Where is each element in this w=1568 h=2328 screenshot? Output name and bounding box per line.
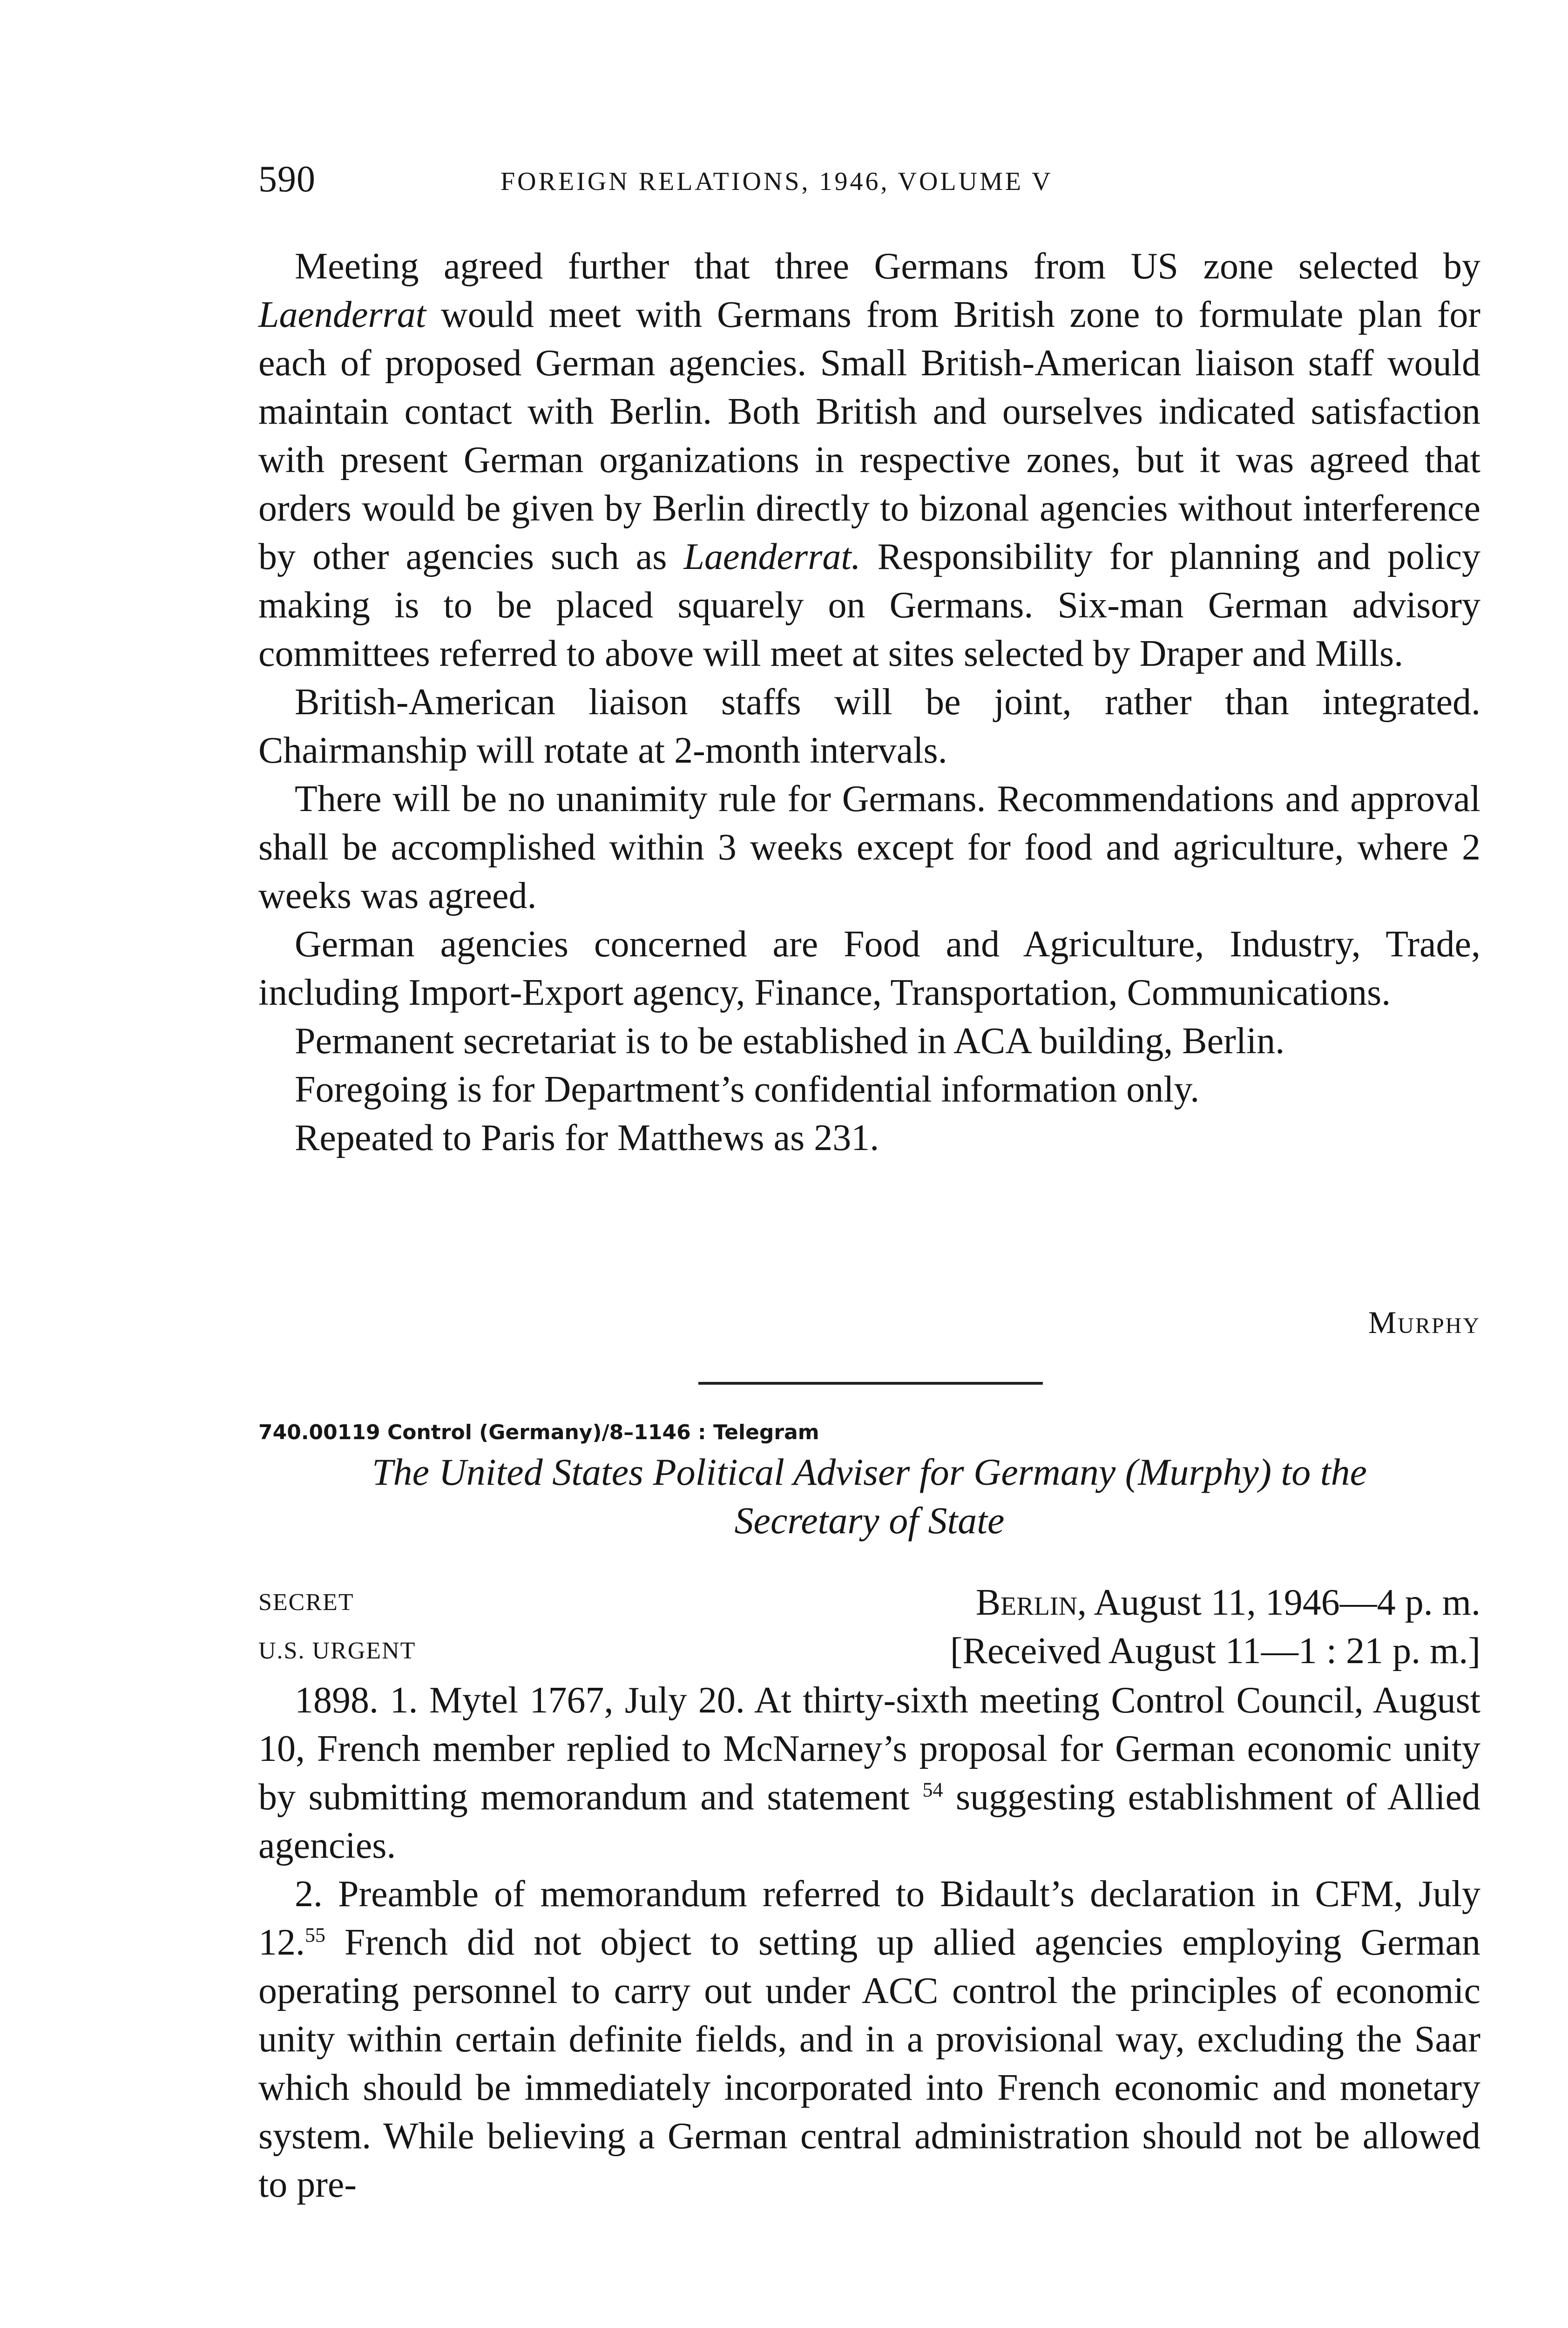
footnote-ref[interactable]: 54 [922, 1778, 943, 1801]
paragraph: British-American liaison staffs will be joint, rather than integrated. Chairmanship will rotate at 2-month intervals. [258, 682, 1480, 771]
priority: U.S. URGENT [258, 1638, 416, 1664]
file-number: 740.00119 Control (Germany)/8–1146 : Telegram [258, 1421, 819, 1444]
continued-telegram-body [258, 242, 1480, 1162]
paragraph: There will be no unanimity rule for Germans. Recommendations and approval shall be accomplished within 3 weeks except for food and agriculture, where 2 weeks was agreed. [258, 778, 1480, 916]
footnote-ref[interactable]: 55 [305, 1923, 325, 1947]
text-segment: French did not object to setting up allied agencies employing German operating personnel to carry out under ACC control the principles of economic unity within certain definite fields, and in a provisional way, excluding the Saar which should be immediately incorporated into French economic and monetary system. While believing a German central administration should not be allowed to pre- [258, 1922, 1481, 2205]
received-line: [Received August 11—1 : 21 p. m.] [950, 1631, 1480, 1672]
section-divider [698, 1382, 1043, 1385]
title-line: Secretary of State [734, 1499, 1005, 1542]
text-segment: Meeting agreed further that three Germans from US zone selected by [295, 246, 1480, 287]
telegram-body [258, 1676, 1480, 2209]
running-head: FOREIGN RELATIONS, 1946, VOLUME V [500, 167, 1053, 196]
place: Berlin, [975, 1582, 1087, 1623]
paragraph: Repeated to Paris for Matthews as 231. [295, 1117, 879, 1158]
text-segment: 2. Preamble of memorandum referred to Bidault’s declaration in CFM, July 12. [258, 1874, 1480, 1963]
document-title [258, 1448, 1480, 1545]
classification: SECRET [258, 1589, 354, 1616]
page-header [258, 158, 1283, 200]
text-segment: would meet with Germans from British zone to formulate plan for each of proposed German agencies. Small British-American liaison staff would maintain contact with Berlin. Both British and ourselves indicated satisfaction with present German organizations in respective zones, but it was agreed that orders would be given by Berlin directly to bizonal agencies without interference by other agencies such as [258, 294, 1481, 577]
paragraph [258, 1676, 1480, 1870]
paragraph: Permanent secretariat is to be established in ACA building, Berlin. [295, 1021, 1285, 1062]
title-line: The United States Political Adviser for Germany (Murphy) to the [372, 1451, 1367, 1493]
signature: Murphy [1368, 1305, 1480, 1340]
text-segment: 1898. 1. Mytel 1767, July 20. At thirty-sixth meeting Control Council, August 10, French member replied to McNarney’s proposal for German economic unity by submitting memorandum and statement [258, 1680, 1480, 1818]
paragraph [258, 242, 1480, 678]
paragraph [258, 1870, 1480, 2209]
dateline [871, 1578, 1480, 1627]
italic-term: Laenderrat [258, 294, 426, 335]
page-number: 590 [258, 159, 316, 200]
paragraph: German agencies concerned are Food and Agriculture, Industry, Trade, including Import-Export agency, Finance, Transportation, Communications. [258, 924, 1480, 1013]
text-segment: Responsibility for planning and policy making is to be placed squarely on Germans. Six-man German advisory committees referred to above will meet at sites selected by Draper and Mills. [258, 536, 1481, 674]
date: August 11, 1946—4 p. m. [1094, 1582, 1480, 1623]
italic-term: Laenderrat. [683, 536, 861, 577]
text-segment: suggesting establishment of Allied agencies. [258, 1777, 1481, 1866]
paragraph: Foregoing is for Department’s confidential information only. [295, 1069, 1200, 1110]
